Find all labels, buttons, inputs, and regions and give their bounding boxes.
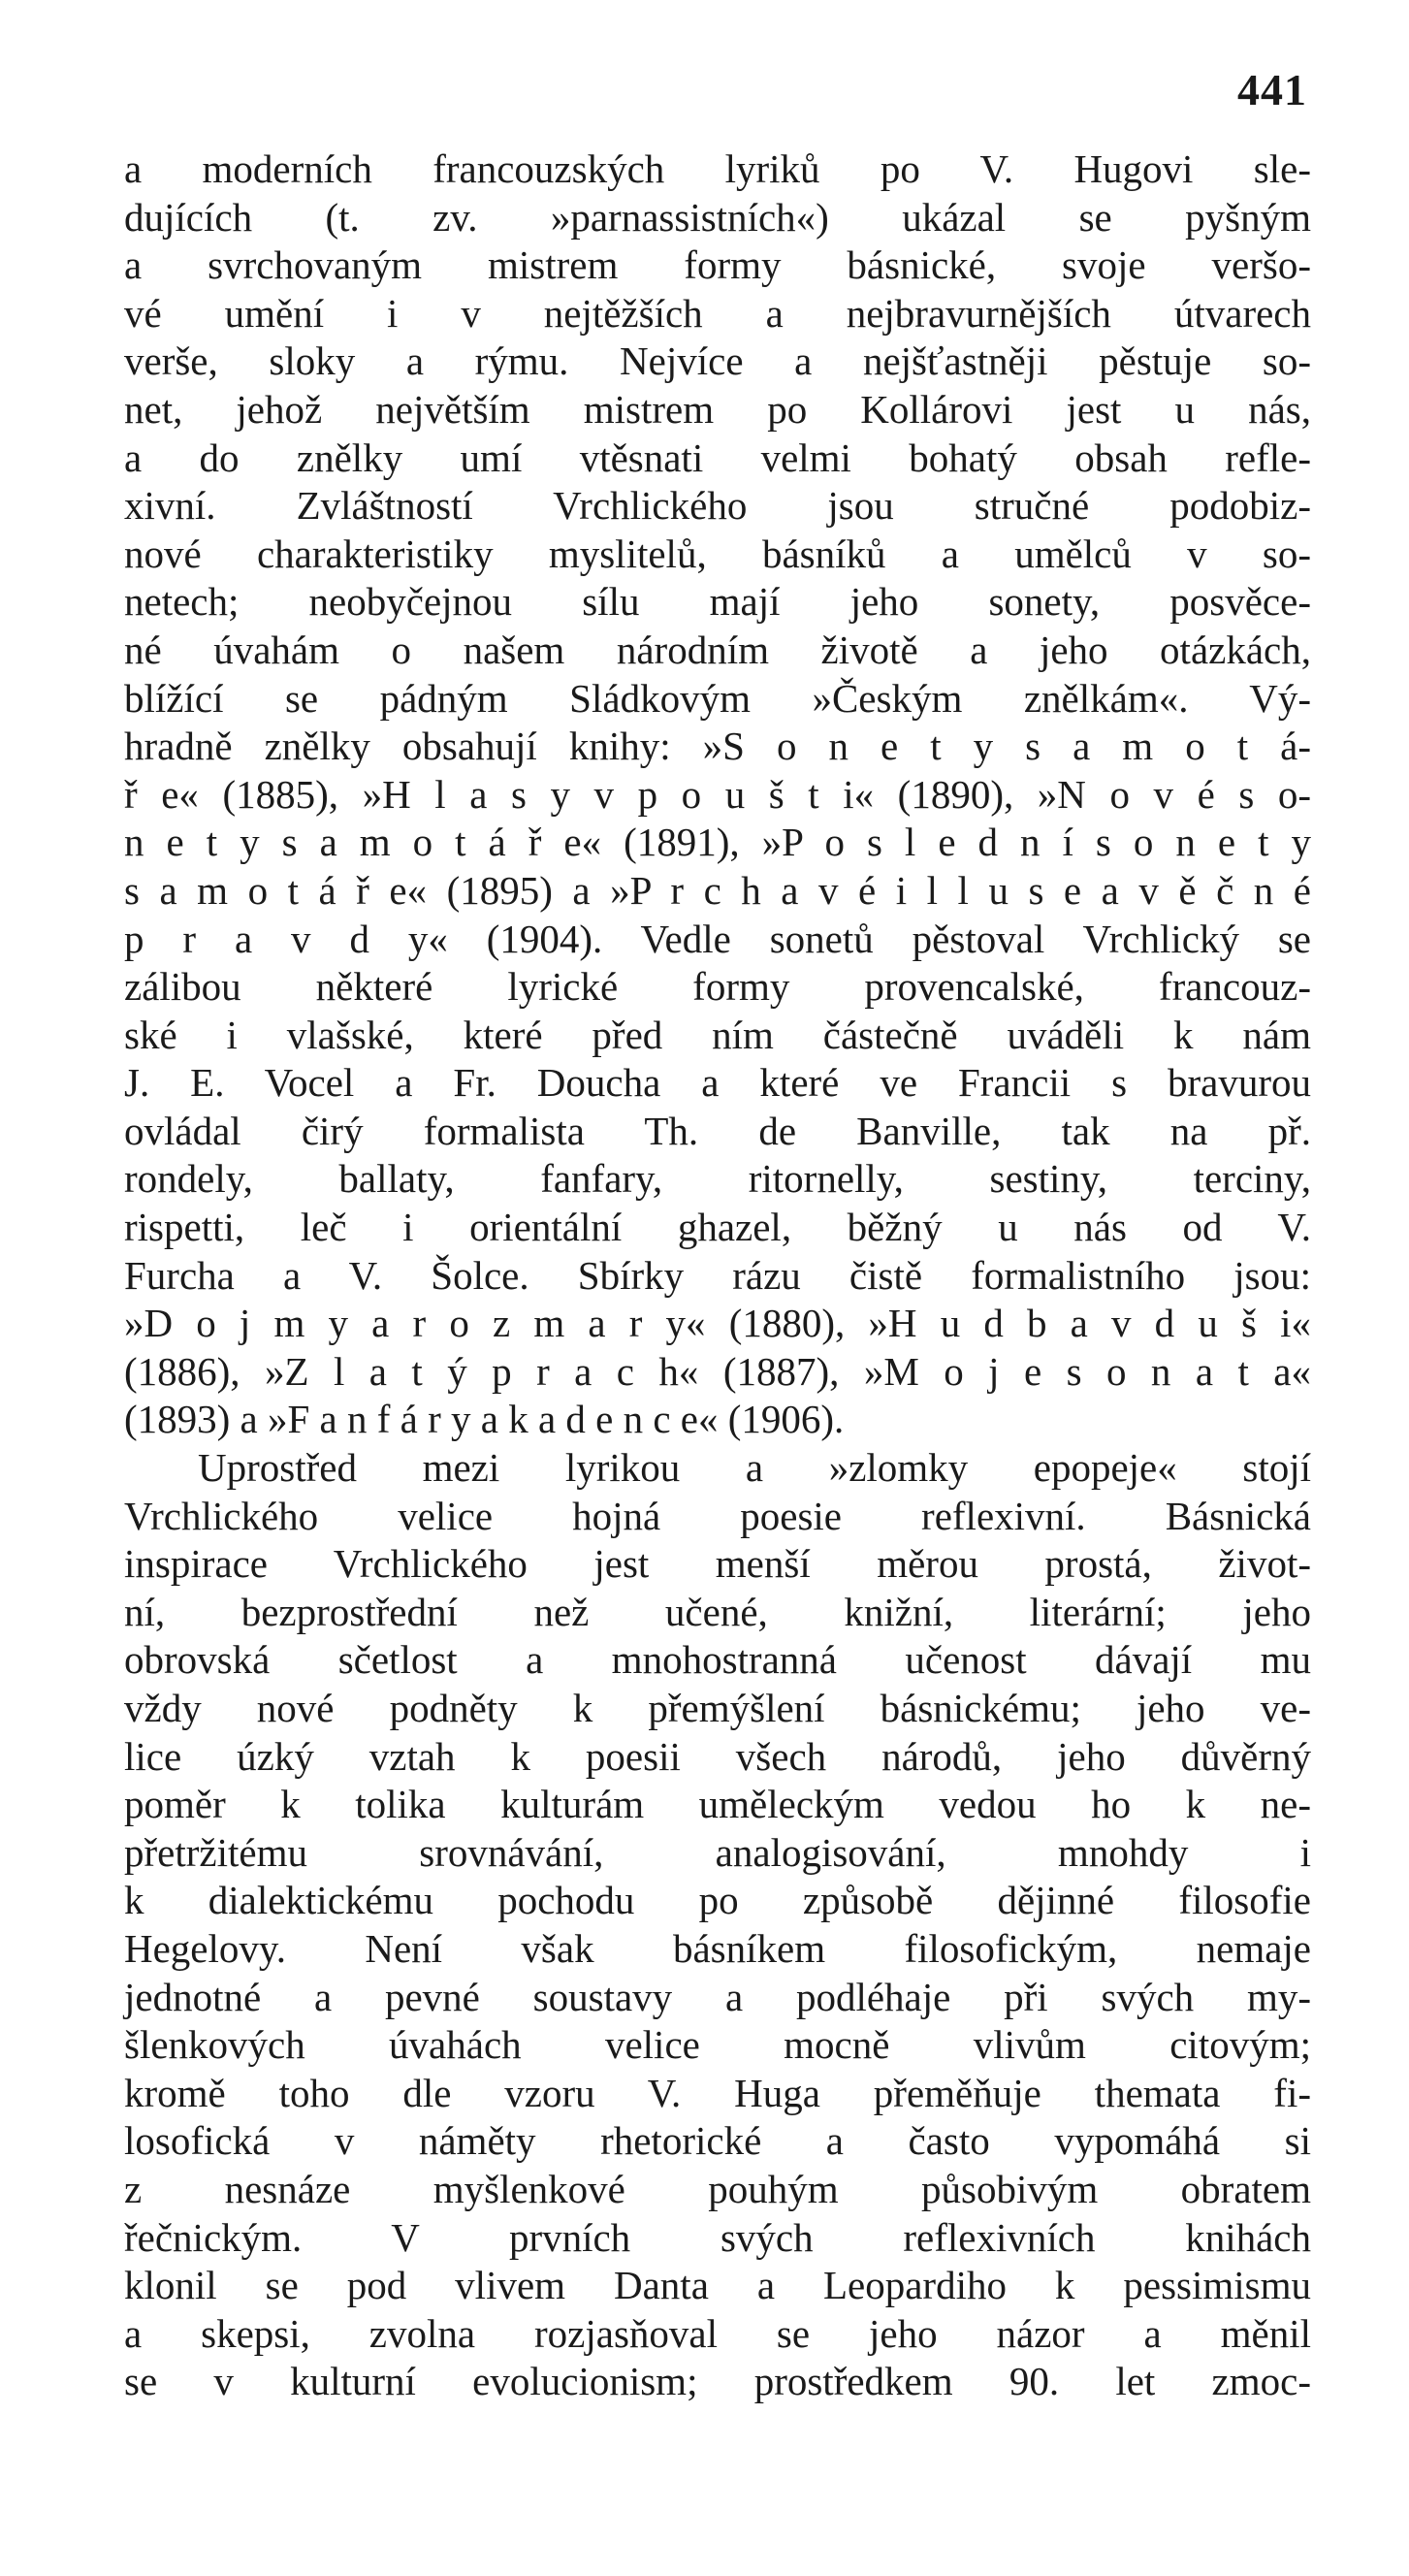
text-line: netech; neobyčejnou sílu mají jeho sonety, posvěce- xyxy=(124,579,1311,625)
text-line: obrovská sčetlost a mnohostranná učenost dávají mu xyxy=(124,1637,1311,1683)
text-line: ské i vlašské, které před ním částečně uváděli k nám xyxy=(124,1012,1311,1057)
text-line: lice úzký vztah k poesii všech národů, jeho důvěrný xyxy=(124,1733,1311,1779)
text-line: net, jehož největším mistrem po Kollárovi jest u nás, xyxy=(124,386,1311,432)
text-line: z nesnáze myšlenkové pouhým působivým obratem xyxy=(124,2166,1311,2211)
text-line: (1893) a »F a n f á r y a k a d e n c e« (1906). xyxy=(124,1397,845,1442)
text-line: kromě toho dle vzoru V. Huga přeměňuje themata fi- xyxy=(124,2070,1311,2115)
text-line: Hegelovy. Není však básníkem filosofickým, nemaje xyxy=(124,1925,1311,1971)
text-line: inspirace Vrchlického jest menší měrou prostá, život- xyxy=(124,1541,1311,1587)
text-line: rondely, ballaty, fanfary, ritornelly, sestiny, terciny, xyxy=(124,1156,1311,1202)
text-line: a svrchovaným mistrem formy básnické, svoje veršo- xyxy=(124,242,1311,288)
text-line: Furcha a V. Šolce. Sbírky rázu čistě formalistního jsou: xyxy=(124,1252,1311,1298)
text-line: n e t y s a m o t á ř e« (1891), »P o s l e d n í s o n e t y xyxy=(124,820,1311,865)
text-line: »D o j m y a r o z m a r y« (1880), »H u d b a v d u š i« xyxy=(124,1301,1311,1346)
text-line: né úvahám o našem národním životě a jeho otázkách, xyxy=(124,627,1311,672)
text-line: řečnickým. V prvních svých reflexivních knihách xyxy=(124,2214,1311,2260)
text-line: a skepsi, zvolna rozjasňoval se jeho názor a měnil xyxy=(124,2310,1311,2356)
text-line: ní, bezprostřední než učené, knižní, literární; jeho xyxy=(124,1589,1311,1634)
text-line: klonil se pod vlivem Danta a Leopardiho k pessimismu xyxy=(124,2263,1311,2308)
text-line: nové charakteristiky myslitelů, básníků a umělců v so- xyxy=(124,531,1311,576)
text-line: (1886), »Z l a t ý p r a c h« (1887), »M o j e s o n a t a« xyxy=(124,1348,1311,1394)
page-number: 441 xyxy=(1237,65,1307,114)
text-line: se v kulturní evolucionism; prostředkem 90. let zmoc- xyxy=(124,2359,1311,2404)
body-text xyxy=(124,145,1311,2406)
text-line: k dialektickému pochodu po způsobě dějinné filosofie xyxy=(124,1878,1311,1923)
text-line: přetržitému srovnávání, analogisování, mnohdy i xyxy=(124,1829,1311,1875)
text-line: s a m o t á ř e« (1895) a »P r c h a v é i l l u s e a v ě č n é xyxy=(124,867,1311,913)
text-line: ř e« (1885), »H l a s y v p o u š t i« (1890), »N o v é s o- xyxy=(124,771,1311,817)
text-line: a moderních francouzských lyriků po V. Hugovi sle- xyxy=(124,146,1311,191)
text-line: J. E. Vocel a Fr. Doucha a které ve Francii s bravurou xyxy=(124,1060,1311,1106)
text-line: dujících (t. zv. »parnassistních«) ukázal se pyšným xyxy=(124,194,1311,240)
text-line: vé umění i v nejtěžších a nejbravurnějších útvarech xyxy=(124,290,1311,336)
text-line: a do znělky umí vtěsnati velmi bohatý obsah refle- xyxy=(124,435,1311,480)
text-line: zálibou některé lyrické formy provencalské, francouz- xyxy=(124,964,1311,1010)
text-line: Uprostřed mezi lyrikou a »zlomky epopeje« stojí xyxy=(198,1445,1311,1491)
text-line: jednotné a pevné soustavy a podléhaje při svých my- xyxy=(124,1974,1311,2019)
text-line: verše, sloky a rýmu. Nejvíce a nejšťastněji pěstuje so- xyxy=(124,338,1311,384)
text-line: Vrchlického velice hojná poesie reflexivní. Básnická xyxy=(124,1493,1311,1538)
text-line: rispetti, leč i orientální ghazel, běžný u nás od V. xyxy=(124,1205,1311,1250)
text-line: ovládal čirý formalista Th. de Banville, tak na př. xyxy=(124,1108,1311,1153)
text-line: p r a v d y« (1904). Vedle sonetů pěstoval Vrchlický se xyxy=(124,916,1311,961)
text-line: losofická v náměty rhetorické a často vypomáhá si xyxy=(124,2118,1311,2164)
text-line: šlenkových úvahách velice mocně vlivům citovým; xyxy=(124,2022,1311,2068)
text-line: blížící se pádným Sládkovým »Českým znělkám«. Vý- xyxy=(124,675,1311,721)
text-line: poměr k tolika kulturám uměleckým vedou ho k ne- xyxy=(124,1782,1311,1827)
text-line: vždy nové podněty k přemýšlení básnickému; jeho ve- xyxy=(124,1686,1311,1730)
text-line: xivní. Zvláštností Vrchlického jsou stručné podobiz- xyxy=(124,483,1311,529)
text-line: hradně znělky obsahují knihy: »S o n e t y s a m o t á- xyxy=(124,724,1311,769)
